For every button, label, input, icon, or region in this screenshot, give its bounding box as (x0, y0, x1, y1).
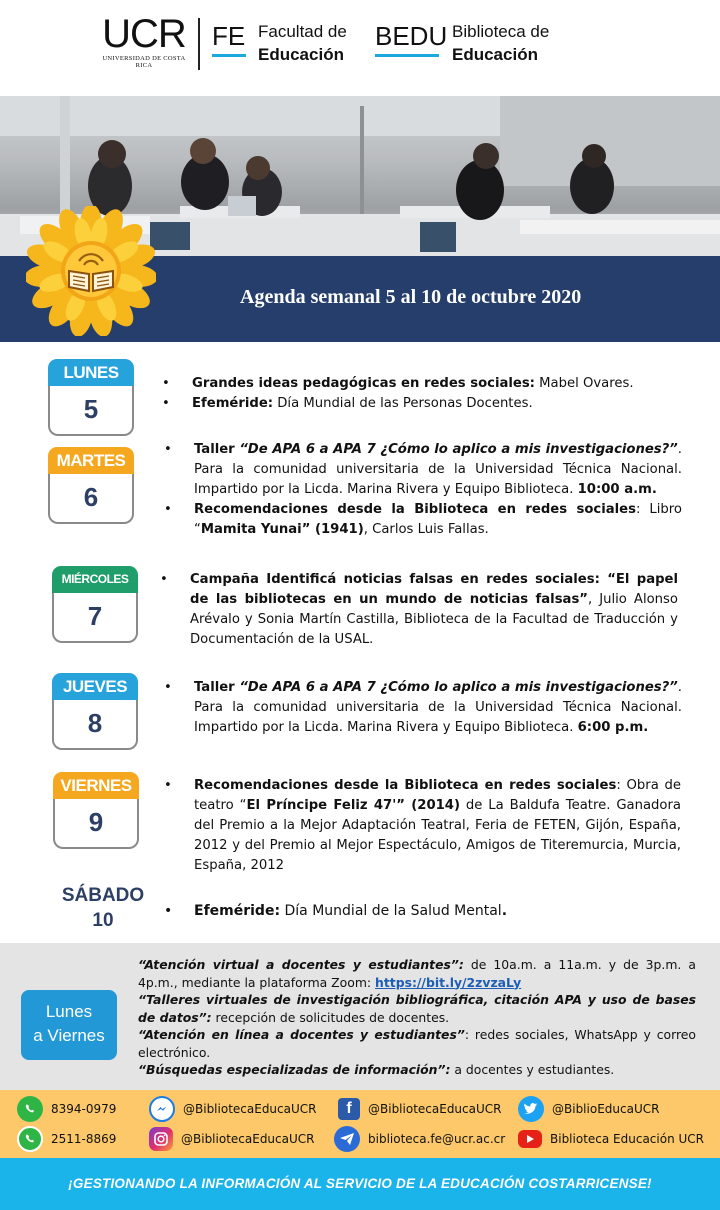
calendar-day-number: 5 (48, 386, 134, 436)
event-label: Taller (194, 442, 240, 457)
ucr-logo (94, 14, 194, 69)
email-icon (334, 1126, 360, 1152)
bullet: • (160, 572, 168, 587)
info-text (138, 956, 696, 1079)
calendar-day-name: LUNES (48, 359, 134, 386)
bullet: • (162, 376, 170, 391)
contact-instagram[interactable] (149, 1127, 315, 1151)
contact-youtube[interactable] (518, 1127, 704, 1151)
bedu-logo (375, 22, 447, 57)
ucr-logo-subtitle: UNIVERSIDAD DE COSTA RICA (102, 55, 186, 69)
info-virtual-attention (138, 956, 696, 991)
event-text-end: . (501, 903, 508, 919)
messenger-icon (149, 1096, 175, 1122)
bullet: • (164, 502, 172, 517)
youtube-icon (518, 1130, 542, 1148)
info-virtual-workshops (138, 991, 696, 1026)
event-text: Mabel Ovares. (534, 376, 634, 391)
bullet: • (164, 680, 172, 695)
contact-messenger[interactable] (149, 1097, 317, 1121)
event-item (160, 570, 678, 650)
calendar-day-name: VIERNES (53, 772, 139, 799)
event-text: Día Mundial de las Personas Docentes. (273, 396, 533, 411)
bullet: • (164, 442, 172, 457)
event-label: Recomendaciones desde la Biblioteca en redes sociales (194, 778, 617, 793)
events-lunes (162, 374, 662, 414)
fe-name-line2: Educación (258, 45, 344, 64)
contact-whatsapp-number: 8394-0979 (51, 1102, 117, 1116)
event-label: Taller (194, 680, 240, 695)
fe-abbr: FE (212, 21, 246, 51)
calendar-day-name: MARTES (48, 447, 134, 474)
bullet: • (164, 903, 173, 919)
weekdays-badge-line2: a Viernes (33, 1026, 105, 1045)
bedu-name-line1: Biblioteca de (452, 22, 550, 41)
info-online-attention (138, 1026, 696, 1061)
event-text: de La Baldufa Teatre. Ganadora del Premio a la Mejor Adaptación Teatral, Feria de FETEN, Gijón, España, 2012 y del Premio al Mejor Espectáculo, Amigos de Titeremurcia, Murcia, España, 2012 (194, 798, 682, 873)
events-viernes (164, 776, 682, 876)
fe-logo (212, 22, 246, 57)
calendar-day-number: 10 (92, 910, 114, 931)
event-text: , Julio Alonso Arévalo y Sonia Martín Castilla, Biblioteca de la Facultad de Traducción y Documentación de la USAL. (190, 592, 678, 647)
events-jueves (164, 678, 682, 738)
fe-name (258, 20, 347, 66)
contact-youtube-channel: Biblioteca Educación UCR (550, 1132, 704, 1146)
bedu-abbr: BEDU (375, 21, 448, 51)
contact-facebook[interactable] (338, 1097, 502, 1121)
bullet: • (162, 396, 170, 411)
calendar-day-martes (48, 447, 134, 524)
event-label: Grandes ideas pedagógicas en redes sociales: (192, 376, 535, 391)
event-text: : Libro “ (194, 502, 682, 537)
header (0, 0, 720, 96)
event-item (164, 678, 682, 738)
weekdays-badge-line1: Lunes (45, 1002, 93, 1021)
contact-phone-number: 2511-8869 (51, 1132, 117, 1146)
contact-twitter[interactable] (518, 1097, 659, 1121)
calendar-day-jueves (52, 673, 138, 750)
info-label: “Talleres virtuales de investigación bibliográfica, citación APA y uso de bases de datos”: (138, 992, 696, 1025)
info-detail: de 10a.m. a 11a.m. y de 3p.m. a 4p.m., mediante la plataforma Zoom: (138, 957, 696, 990)
calendar-day-miercoles (52, 566, 138, 643)
event-text: : Obra de teatro “ (194, 778, 681, 813)
calendar-day-number: 7 (52, 593, 138, 643)
event-text: . Para la comunidad universitaria de la Universidad Técnica Nacional. Impartido por la Licda. Marina Rivera y Equipo Biblioteca. (194, 680, 682, 735)
header-divider (198, 18, 200, 70)
info-label: “Atención en línea a docentes y estudiantes” (138, 1027, 465, 1042)
contact-messenger-handle: @BibliotecaEducaUCR (183, 1102, 317, 1116)
bedu-name-line2: Educación (452, 45, 538, 64)
events-miercoles (160, 570, 678, 650)
info-detail: recepción de solicitudes de docentes. (211, 1009, 450, 1025)
calendar-day-viernes (53, 772, 139, 849)
info-label: “Atención virtual a docentes y estudiantes”: (138, 957, 464, 972)
bedu-underline (375, 54, 439, 57)
event-text: , Carlos Luis Fallas. (363, 522, 489, 537)
event-time: 6:00 p.m. (577, 720, 649, 735)
calendar-day-number: 9 (53, 799, 139, 849)
info-detail: : redes sociales, WhatsApp y correo electrónico. (138, 1027, 696, 1060)
event-time: 10:00 a.m. (577, 482, 657, 497)
bullet: • (164, 778, 172, 793)
contact-phone[interactable] (17, 1127, 116, 1151)
calendar-day-name: SÁBADO (61, 885, 145, 906)
event-label: Campaña Identificá noticias falsas en redes sociales: “El papel de las bibliotecas en un mundo de noticias falsas” (190, 572, 678, 607)
calendar-day-number: 6 (48, 474, 134, 524)
calendar-day-name: JUEVES (52, 673, 138, 700)
events-sabado (164, 901, 674, 921)
event-title: Mamita Yunai” (1941) (200, 522, 364, 537)
event-item (164, 776, 682, 876)
sunflower-book-icon (26, 206, 156, 336)
calendar-day-sabado (58, 883, 148, 933)
info-label: “Búsquedas especializadas de información”: (138, 1062, 451, 1077)
info-specialized-search (138, 1061, 696, 1079)
event-item (164, 440, 682, 500)
footer-slogan: ¡GESTIONANDO LA INFORMACIÓN AL SERVICIO DE LA EDUCACIÓN COSTARRICENSE! (0, 1158, 720, 1210)
agenda-title: Agenda semanal 5 al 10 de octubre 2020 (240, 286, 582, 308)
event-item (162, 374, 662, 394)
phone-icon (17, 1126, 43, 1152)
facebook-icon: f (338, 1098, 360, 1120)
calendar-day-lunes (48, 359, 134, 436)
event-item (164, 901, 674, 921)
event-title: El Príncipe Feliz 47'” (2014) (246, 798, 460, 813)
twitter-icon (518, 1096, 544, 1122)
calendar-day-number: 8 (52, 700, 138, 750)
event-item (164, 500, 682, 540)
instagram-icon (149, 1127, 173, 1151)
whatsapp-icon (17, 1096, 43, 1122)
contact-email[interactable] (334, 1127, 505, 1151)
events-martes (164, 440, 682, 540)
contact-instagram-handle: @BibliotecaEducaUCR (181, 1132, 315, 1146)
fe-underline (212, 54, 246, 57)
event-item (162, 394, 662, 414)
contact-facebook-handle: @BibliotecaEducaUCR (368, 1102, 502, 1116)
weekdays-badge (21, 990, 117, 1060)
event-label: Recomendaciones desde la Biblioteca en redes sociales (194, 502, 636, 517)
zoom-link[interactable]: https://bit.ly/2zvzaLy (375, 974, 522, 990)
fe-name-line1: Facultad de (258, 22, 347, 41)
event-title: “De APA 6 a APA 7 ¿Cómo lo aplico a mis investigaciones?” (239, 442, 678, 457)
event-title: “De APA 6 a APA 7 ¿Cómo lo aplico a mis investigaciones?” (239, 680, 678, 695)
event-label: Efeméride: (192, 396, 274, 411)
calendar-day-name: MIÉRCOLES (52, 566, 138, 593)
event-text: . Para la comunidad universitaria de la Universidad Técnica Nacional. Impartido por la Licda. Marina Rivera y Equipo Biblioteca. (194, 442, 682, 497)
event-label: Efeméride: (194, 903, 281, 919)
event-text: Día Mundial de la Salud Mental (280, 903, 502, 919)
contact-whatsapp[interactable] (17, 1097, 116, 1121)
ucr-logo-mark: UCR (102, 12, 186, 56)
info-detail: a docentes y estudiantes. (450, 1062, 615, 1077)
contact-email-address: biblioteca.fe@ucr.ac.cr (368, 1132, 506, 1146)
contact-twitter-handle: @BiblioEducaUCR (552, 1102, 660, 1116)
bedu-name (452, 20, 549, 66)
